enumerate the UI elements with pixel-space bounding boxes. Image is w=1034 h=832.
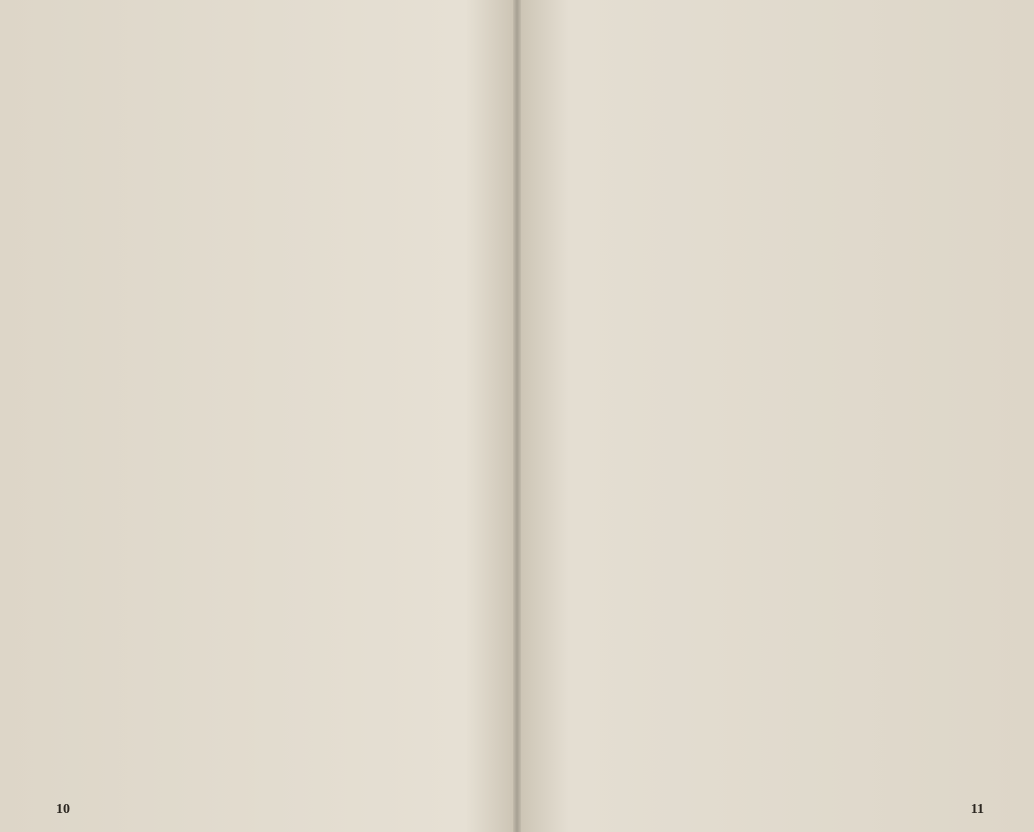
right-page [517, 0, 1034, 832]
right-page-text [543, 34, 1012, 774]
left-page-number: 10 [56, 802, 70, 817]
right-page-number: 11 [970, 802, 984, 817]
left-page-text [36, 34, 497, 774]
